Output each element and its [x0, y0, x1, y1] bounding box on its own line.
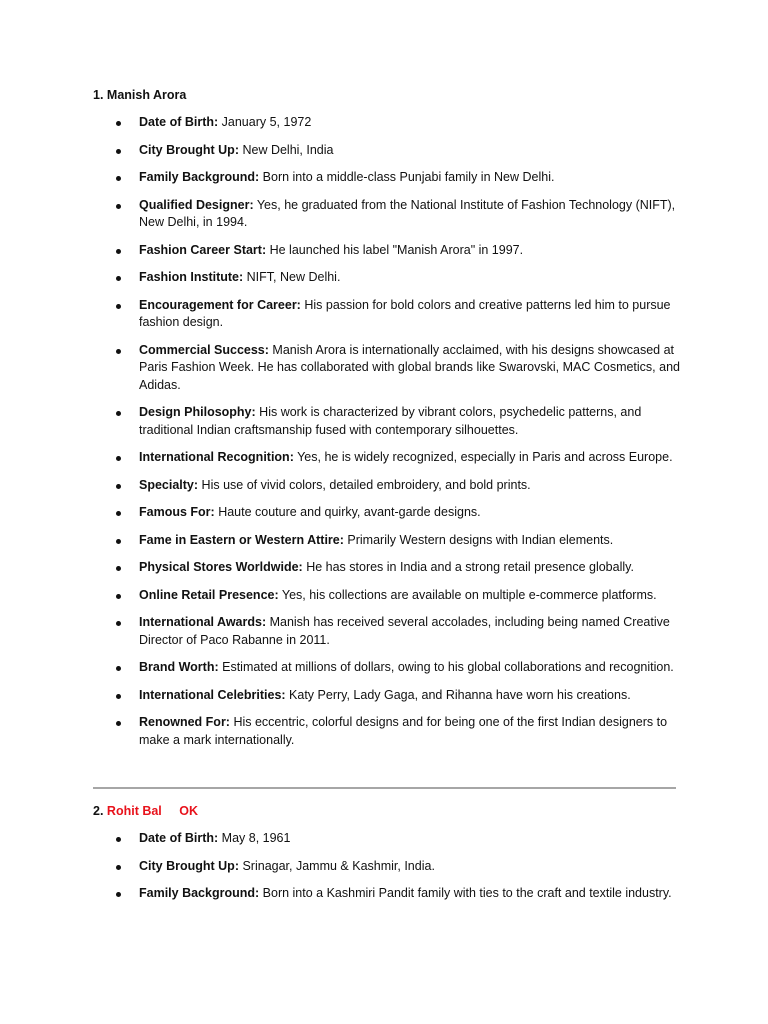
- item-value: NIFT, New Delhi.: [246, 270, 341, 284]
- status-badge: OK: [179, 804, 199, 818]
- item-label: Renowned For:: [139, 715, 230, 729]
- list-item: [93, 714, 683, 749]
- list-item: [93, 587, 683, 605]
- bullet-icon: [116, 411, 121, 416]
- item-value: Estimated at millions of dollars, owing to his global collaborations and recognition.: [222, 660, 674, 674]
- item-value: Primarily Western designs with Indian elements.: [347, 532, 614, 547]
- horizontal-divider: [93, 787, 676, 789]
- item-value: His passion for bold colors and creative patterns led him to pursue fashion design.: [139, 297, 671, 329]
- item-label: Fashion Institute:: [139, 270, 244, 284]
- section-number: 1.: [93, 88, 104, 102]
- list-item: [93, 504, 683, 522]
- list-item: [93, 559, 683, 577]
- list-item: [93, 885, 683, 903]
- list-item: [93, 659, 683, 677]
- item-label: Fashion Career Start:: [139, 242, 267, 257]
- bullet-icon: [116, 276, 121, 281]
- section-heading: [93, 87, 683, 104]
- detail-list: [93, 830, 683, 903]
- item-value: May 8, 1961: [221, 831, 291, 845]
- list-item: [93, 242, 683, 260]
- bullet-icon: [116, 149, 121, 154]
- bullet-icon: [116, 892, 121, 897]
- bullet-icon: [116, 666, 121, 671]
- bullet-icon: [116, 456, 121, 461]
- bullet-icon: [116, 865, 121, 870]
- list-item: [93, 404, 683, 439]
- bullet-icon: [116, 621, 121, 626]
- item-label: Commercial Success:: [139, 342, 269, 357]
- section-number: 2.: [93, 804, 104, 818]
- item-label: Fame in Eastern or Western Attire:: [139, 532, 344, 547]
- bullet-icon: [116, 484, 121, 489]
- item-label: International Awards:: [139, 615, 267, 629]
- item-label: Family Background:: [139, 170, 260, 184]
- item-value: He launched his label "Manish Arora" in 1997.: [269, 242, 524, 257]
- bullet-icon: [116, 539, 121, 544]
- item-value: His work is characterized by vibrant colors, psychedelic patterns, and traditional Indian craftsmanship fused with contemporary silhouettes.: [139, 405, 642, 437]
- item-label: International Recognition:: [139, 450, 294, 464]
- item-label: City Brought Up:: [139, 858, 239, 873]
- list-item: [93, 169, 683, 187]
- item-label: Family Background:: [139, 886, 260, 900]
- list-item: [93, 297, 683, 332]
- bullet-icon: [116, 837, 121, 842]
- item-label: Date of Birth:: [139, 831, 219, 845]
- bullet-icon: [116, 176, 121, 181]
- list-item: [93, 830, 683, 848]
- list-item: [93, 687, 683, 705]
- bullet-icon: [116, 594, 121, 599]
- item-value: Yes, he is widely recognized, especially in Paris and across Europe.: [297, 450, 673, 464]
- item-value: Haute couture and quirky, avant-garde designs.: [218, 505, 481, 519]
- item-label: Brand Worth:: [139, 660, 219, 674]
- list-item: [93, 114, 683, 132]
- item-label: City Brought Up:: [139, 142, 239, 157]
- bullet-icon: [116, 204, 121, 209]
- item-value: Born into a Kashmiri Pandit family with ties to the craft and textile industry.: [262, 886, 672, 900]
- item-label: Online Retail Presence:: [139, 587, 279, 602]
- section-heading: [93, 803, 683, 820]
- item-label: International Celebrities:: [139, 687, 286, 702]
- item-label: Famous For:: [139, 505, 215, 519]
- bullet-icon: [116, 349, 121, 354]
- item-label: Physical Stores Worldwide:: [139, 560, 303, 574]
- designer-name: Manish Arora: [106, 88, 187, 102]
- list-item: [93, 858, 683, 876]
- list-item: [93, 449, 683, 467]
- list-item: [93, 477, 683, 495]
- list-item: [93, 532, 683, 550]
- item-value: Manish Arora is internationally acclaimed, with his designs showcased at Paris Fashion Week. He has collaborated with global brands like Swarovski, MAC Cosmetics, and Adidas.: [139, 342, 680, 392]
- item-value: His eccentric, colorful designs and for being one of the first Indian designers to make a mark internationally.: [139, 715, 668, 747]
- item-value: January 5, 1972: [221, 115, 312, 129]
- detail-list: [93, 114, 683, 749]
- bullet-icon: [116, 566, 121, 571]
- item-value: Yes, his collections are available on multiple e-commerce platforms.: [281, 587, 657, 602]
- item-label: Design Philosophy:: [139, 405, 256, 419]
- item-label: Date of Birth:: [139, 115, 219, 129]
- designer-section-manish-arora: [93, 87, 683, 759]
- item-value: Katy Perry, Lady Gaga, and Rihanna have worn his creations.: [289, 687, 631, 702]
- item-label: Encouragement for Career:: [139, 297, 301, 312]
- item-value: Yes, he graduated from the National Institute of Fashion Technology (NIFT), New Delhi, in 1994.: [139, 197, 676, 229]
- item-value: His use of vivid colors, detailed embroidery, and bold prints.: [201, 477, 531, 492]
- designer-section-rohit-bal: [93, 803, 683, 913]
- item-label: Qualified Designer:: [139, 197, 254, 212]
- bullet-icon: [116, 511, 121, 516]
- item-label: Specialty:: [139, 477, 199, 492]
- list-item: [93, 614, 683, 649]
- list-item: [93, 197, 683, 232]
- item-value: Manish has received several accolades, including being named Creative Director of Paco Rabanne in 2011.: [139, 615, 670, 647]
- bullet-icon: [116, 304, 121, 309]
- bullet-icon: [116, 121, 121, 126]
- item-value: Srinagar, Jammu & Kashmir, India.: [242, 858, 435, 873]
- list-item: [93, 142, 683, 160]
- item-value: Born into a middle-class Punjabi family in New Delhi.: [262, 170, 555, 184]
- item-value: He has stores in India and a strong retail presence globally.: [306, 560, 634, 574]
- designer-name: Rohit Bal: [106, 804, 162, 818]
- bullet-icon: [116, 721, 121, 726]
- bullet-icon: [116, 249, 121, 254]
- list-item: [93, 342, 683, 395]
- list-item: [93, 269, 683, 287]
- bullet-icon: [116, 694, 121, 699]
- item-value: New Delhi, India: [242, 142, 334, 157]
